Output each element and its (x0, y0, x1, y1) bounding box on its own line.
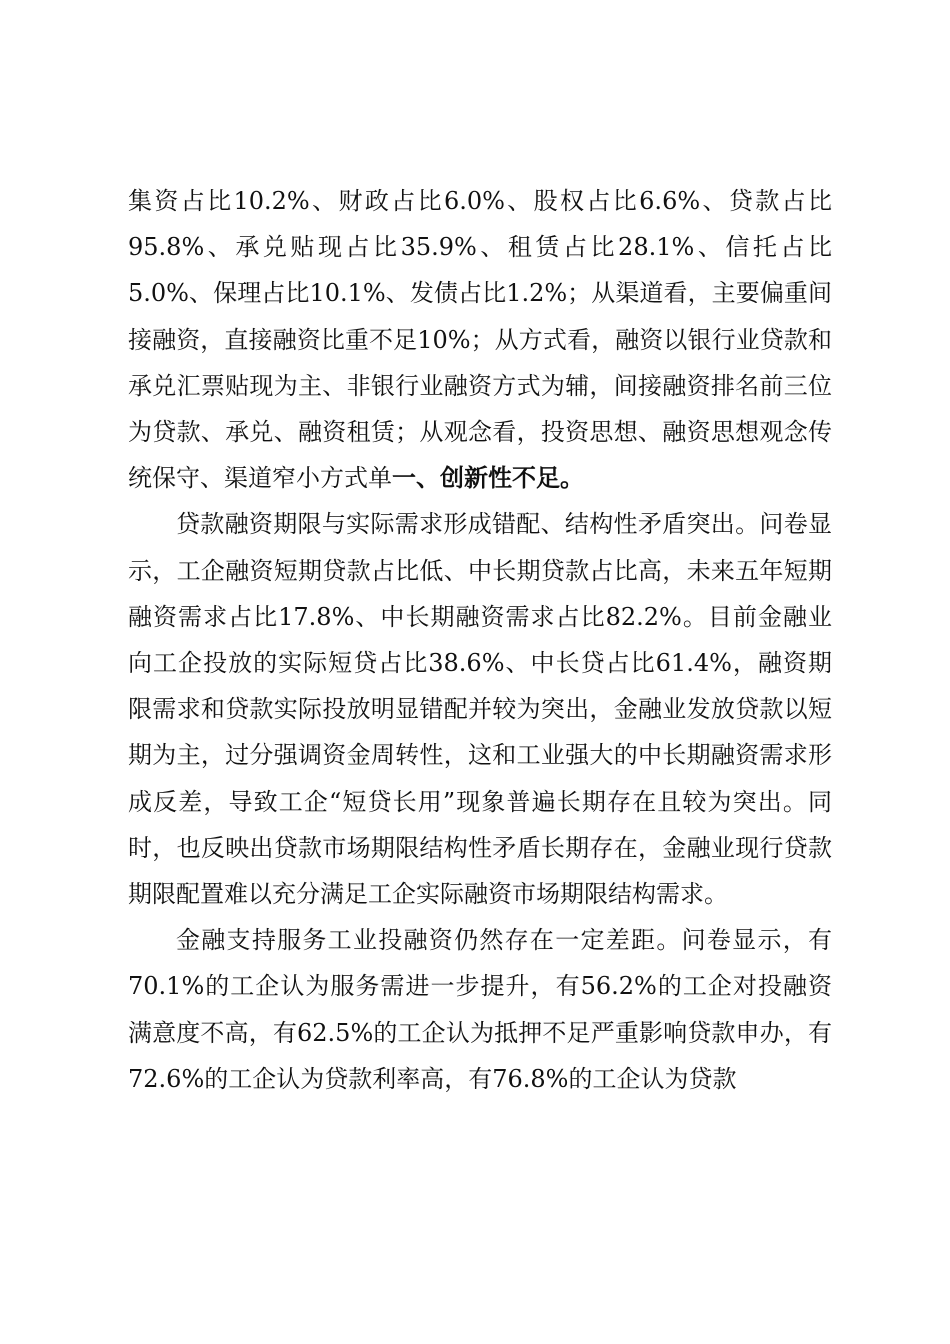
paragraph-service-gap (128, 917, 832, 1102)
paragraph-loan-term-mismatch (128, 501, 832, 917)
emphasis-heading: 一、创新性不足。 (392, 464, 584, 493)
paragraph-financing-structure (128, 178, 832, 501)
paragraph-text: 集资占比10.2%、财政占比6.0%、股权占比6.6%、贷款占比95.8%、承兑贴现占比35.9%、租赁占比28.1%、信托占比5.0%、保理占比10.1%、发债占比1.2%；从渠道看，主要偏重间接融资，直接融资比重不足10%；从方式看，融资以银行业贷款和承兑汇票贴现为主、非银行业融资方式为辅，间接融资排名前三位为贷款、承兑、融资租赁；从观念看，投资思想、融资思想观念传统保守、渠道窄小方式单 (128, 187, 832, 493)
paragraph-text: 贷款融资期限与实际需求形成错配、结构性矛盾突出。问卷显示，工企融资短期贷款占比低、中长期贷款占比高，未来五年短期融资需求占比17.8%、中长期融资需求占比82.2%。目前金融业向工企投放的实际短贷占比38.6%、中长贷占比61.4%，融资期限需求和贷款实际投放明显错配并较为突出，金融业发放贷款以短期为主，过分强调资金周转性，这和工业强大的中长期融资需求形成反差，导致工企“短贷长用”现象普遍长期存在且较为突出。同时，也反映出贷款市场期限结构性矛盾长期存在，金融业现行贷款期限配置难以充分满足工企实际融资市场期限结构需求。 (128, 510, 832, 909)
paragraph-text: 金融支持服务工业投融资仍然存在一定差距。问卷显示，有70.1%的工企认为服务需进一步提升，有56.2%的工企对投融资满意度不高，有62.5%的工企认为抵押不足严重影响贷款申办，有72.6%的工企认为贷款利率高，有76.8%的工企认为贷款 (128, 926, 832, 1093)
body-text (128, 178, 832, 1102)
